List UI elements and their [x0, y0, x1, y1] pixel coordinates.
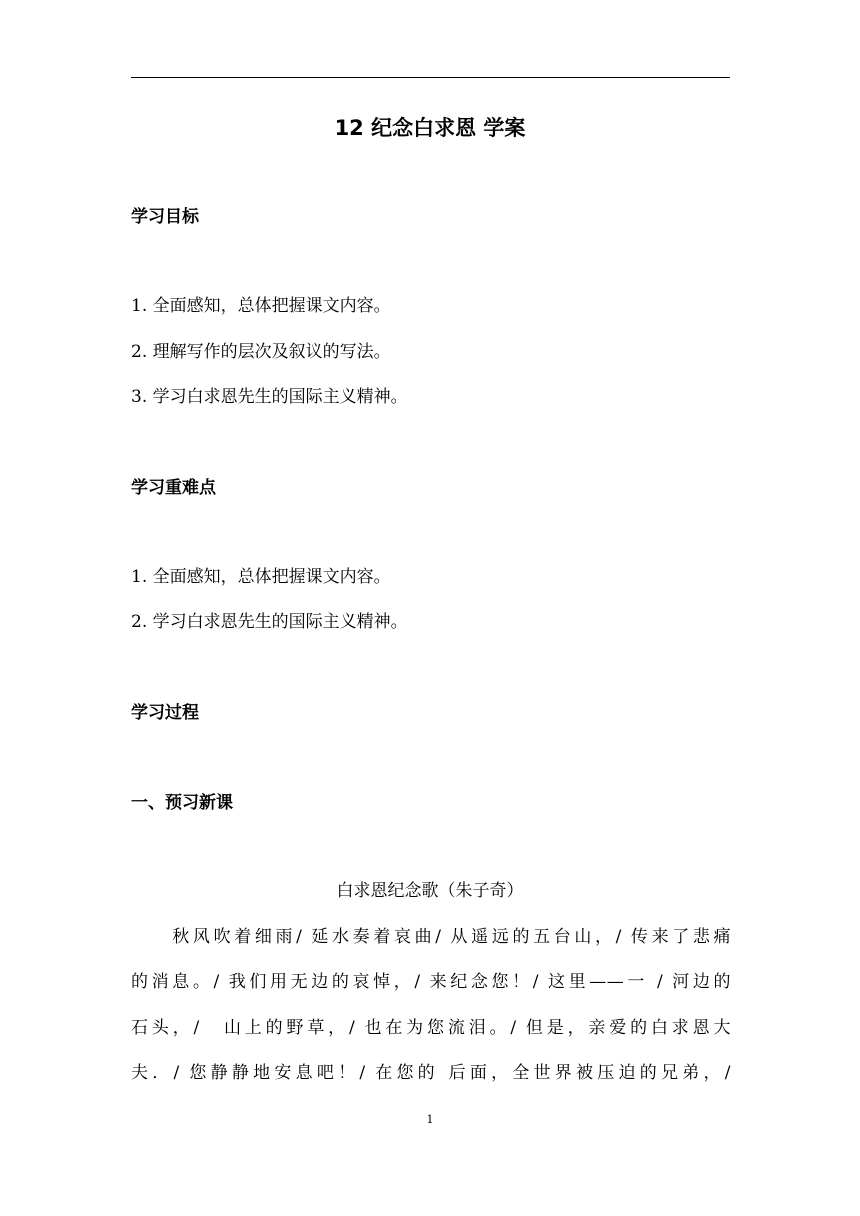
poem-line: 秋风吹着细雨/ 延水奏着哀曲/ 从遥远的五台山，/ 传来了悲痛 [131, 927, 731, 947]
process-heading: 学习过程 [131, 703, 199, 723]
goal-item: 3. 学习白求恩先生的国际主义精神。 [131, 387, 408, 407]
key-point-item: 2. 学习白求恩先生的国际主义精神。 [131, 612, 408, 632]
header-rule [131, 77, 730, 78]
key-points-heading: 学习重难点 [131, 478, 216, 498]
poem-line: 石头，/ 山上的野草，/ 也在为您流泪。/ 但是，亲爱的白求恩大 [131, 1018, 731, 1038]
document-title: 12 纪念白求恩 学案 [334, 116, 526, 140]
poem-line: 夫．/ 您静静地安息吧！/ 在您的 后面，全世界被压迫的兄弟，/ [131, 1063, 731, 1083]
goal-item: 2. 理解写作的层次及叙议的写法。 [131, 342, 391, 362]
poem-line: 的消息。/ 我们用无边的哀悼，/ 来纪念您！/ 这里——一 / 河边的 [131, 972, 731, 992]
key-point-item: 1. 全面感知，总体把握课文内容。 [131, 567, 391, 587]
goals-heading: 学习目标 [131, 207, 199, 227]
page-number: 1 [426, 1113, 434, 1126]
poem-title: 白求恩纪念歌（朱子奇） [336, 881, 524, 901]
part1-heading: 一、预习新课 [131, 793, 233, 813]
goal-item: 1. 全面感知，总体把握课文内容。 [131, 296, 391, 316]
